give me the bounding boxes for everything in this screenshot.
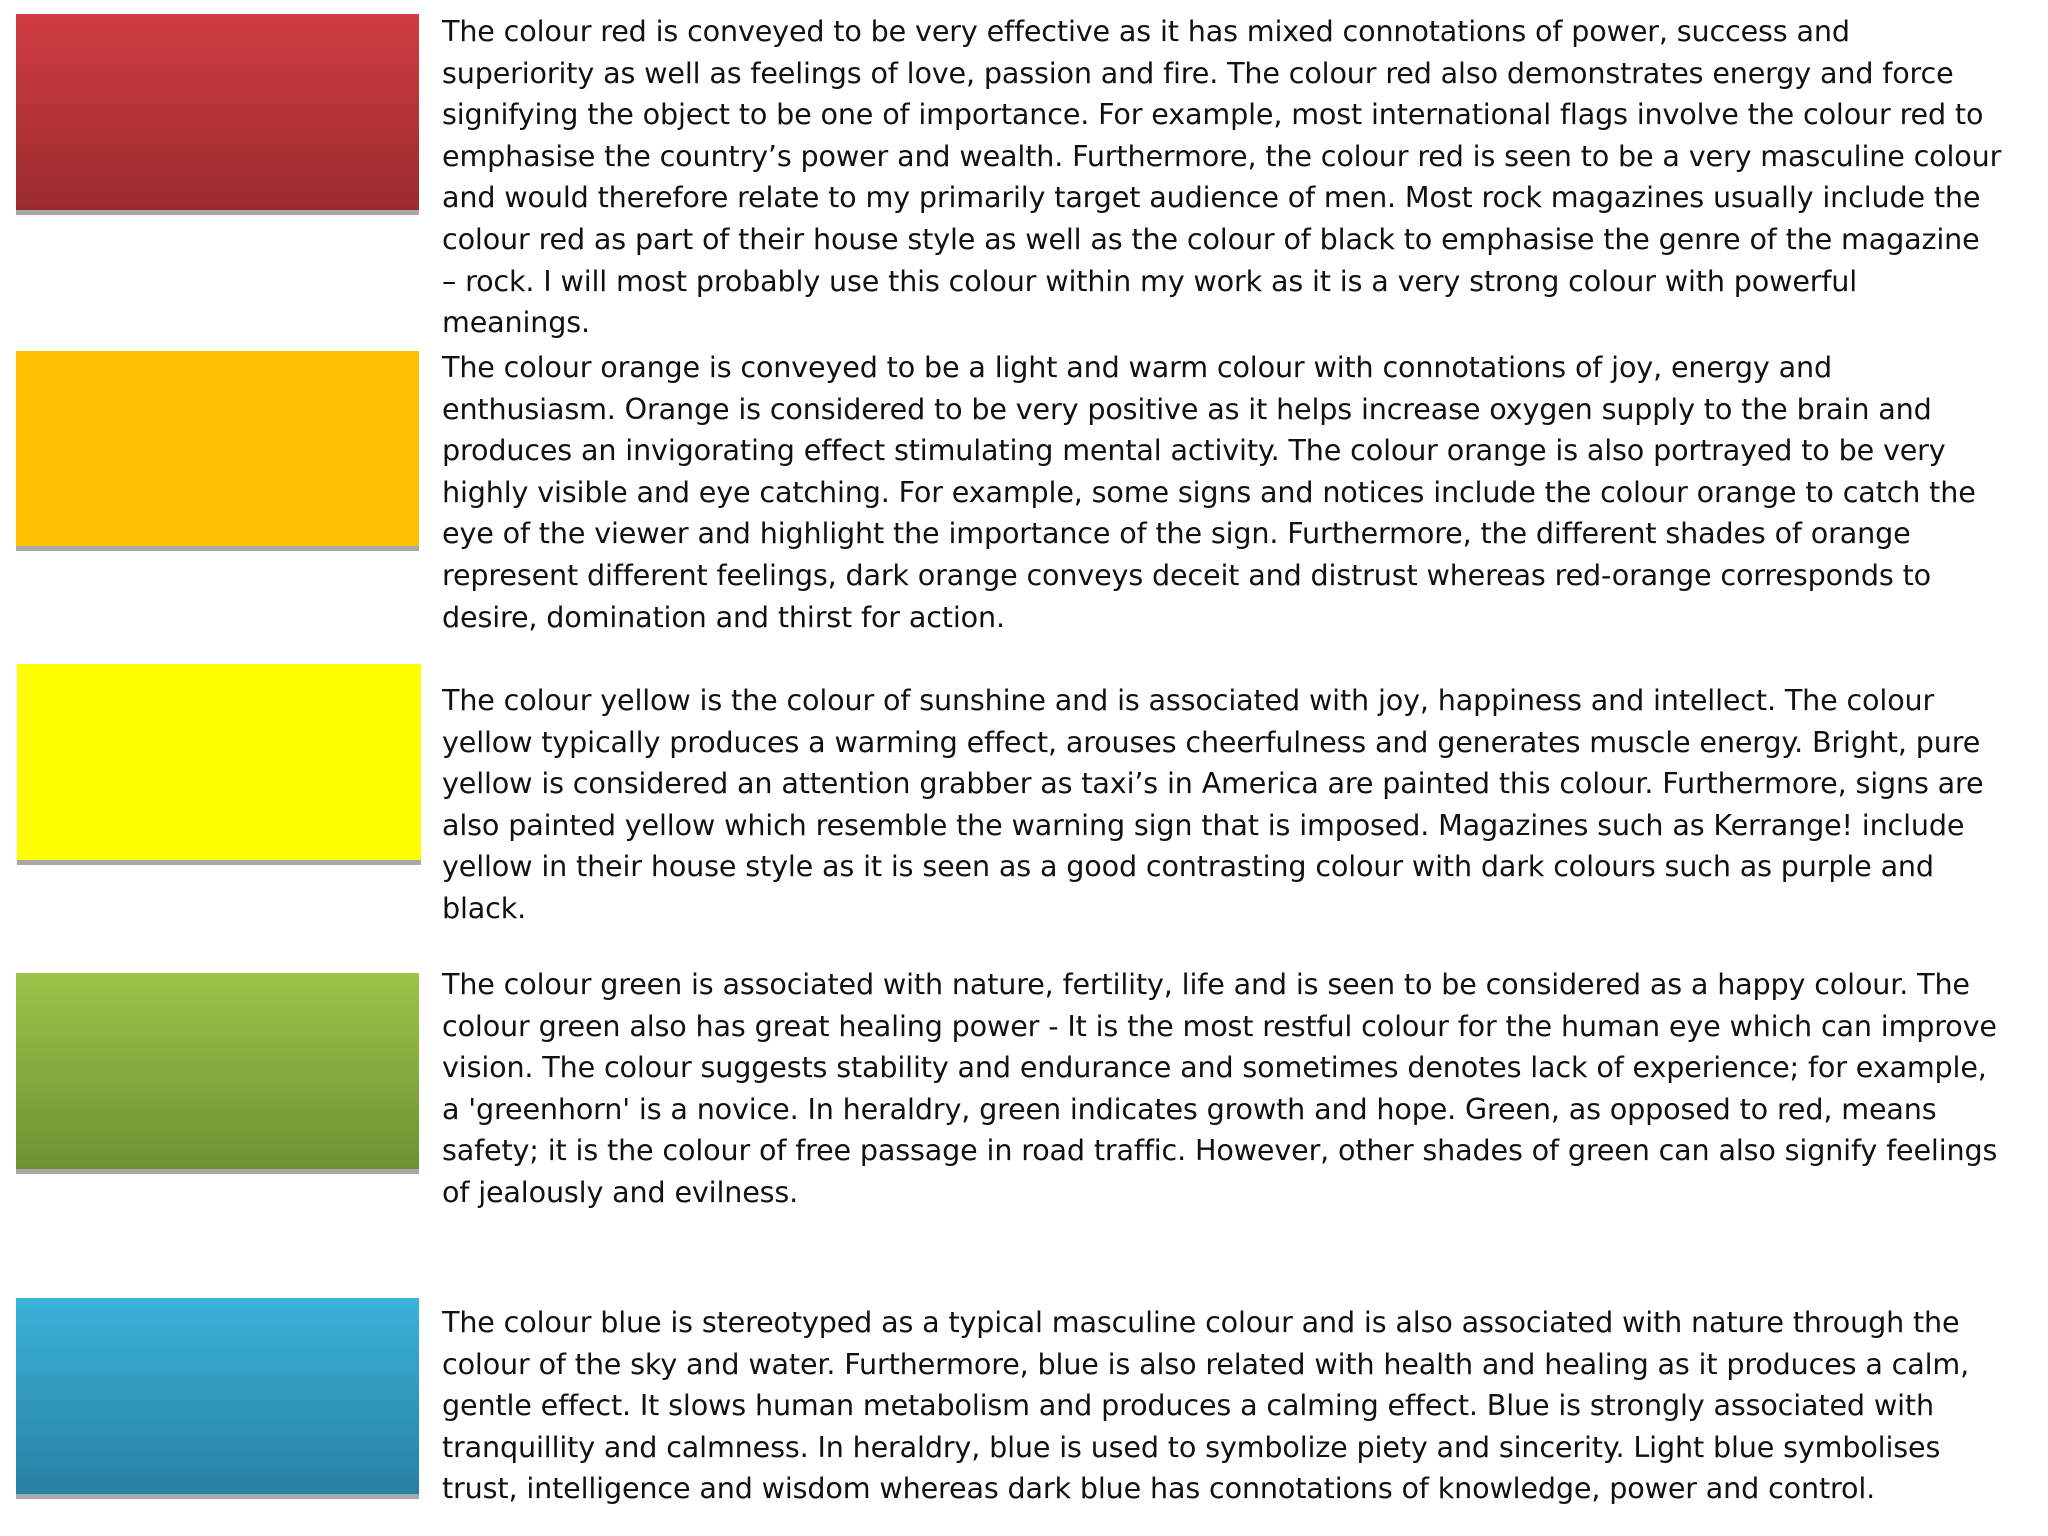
red-description: The colour red is conveyed to be very effective as it has mixed connotations of power, success and superiority as well as feelings of love, passion and fire. The colour red also demonstrates energy and force signifying the object to be one of importance. For example, most international flags involve the colour red to emphasise the country’s power and wealth. Furthermore, the colour red is seen to be a very masculine colour and would therefore relate to my primarily target audience of men. Most rock magazines usually include the colour red as part of their house style as well as the colour of black to emphasise the genre of the magazine – rock. I will most probably use this colour within my work as it is a very strong colour with powerful meanings. xyxy=(442,14,2002,340)
orange-colour-swatch xyxy=(16,351,419,551)
yellow-description: The colour yellow is the colour of sunshine and is associated with joy, happiness and intellect. The colour yellow typically produces a warming effect, arouses cheerfulness and generates muscle energy. Bright, pure yellow is considered an attention grabber as taxi’s in America are painted this colour. Furthermore, signs are also painted yellow which resemble the warning sign that is imposed. Magazines such as Kerrange! include yellow in their house style as it is seen as a good contrasting colour with dark colours such as purple and black. xyxy=(442,683,1984,925)
green-colour-swatch xyxy=(16,973,419,1174)
red-colour-swatch xyxy=(16,14,419,215)
green-description: The colour green is associated with nature, fertility, life and is seen to be considered as a happy colour. The colour green also has great healing power - It is the most restful colour for the human eye which can improve vision. The colour suggests stability and endurance and sometimes denotes lack of experience; for example, a 'greenhorn' is a novice. In heraldry, green indicates growth and hope. Green, as opposed to red, means safety; it is the colour of free passage in road traffic. However, other shades of green can also signify feelings of jealously and evilness. xyxy=(442,967,1998,1209)
yellow-colour-swatch xyxy=(17,664,421,865)
blue-description: The colour blue is stereotyped as a typical masculine colour and is also associated with nature through the colour of the sky and water. Furthermore, blue is also related with health and healing as it produces a calm, gentle effect. It slows human metabolism and produces a calming effect. Blue is strongly associated with tranquillity and calmness. In heraldry, blue is used to symbolize piety and sincerity. Light blue symbolises trust, intelligence and wisdom whereas dark blue has connotations of knowledge, power and control. xyxy=(442,1305,1970,1506)
orange-description: The colour orange is conveyed to be a light and warm colour with connotations of joy, energy and enthusiasm. Orange is considered to be very positive as it helps increase oxygen supply to the brain and produces an invigorating effect stimulating mental activity. The colour orange is also portrayed to be very highly visible and eye catching. For example, some signs and notices include the colour orange to catch the eye of the viewer and highlight the importance of the sign. Furthermore, the different shades of orange represent different feelings, dark orange conveys deceit and distrust whereas red-orange corresponds to desire, domination and thirst for action. xyxy=(442,350,1976,634)
blue-colour-swatch xyxy=(16,1298,419,1499)
